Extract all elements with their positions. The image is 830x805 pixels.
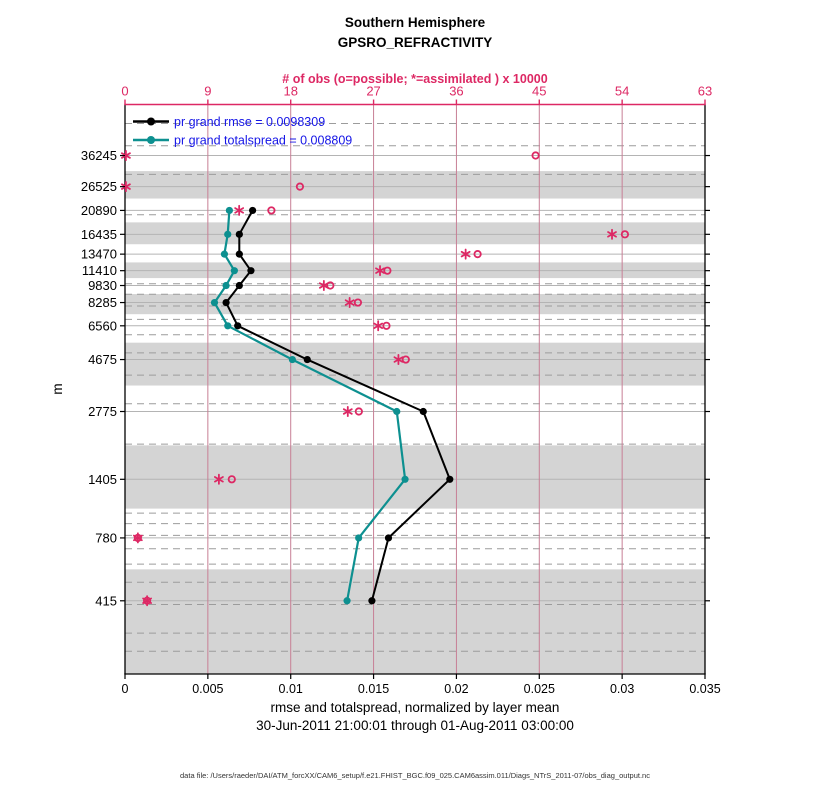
layer-band <box>125 171 705 198</box>
y-level-label: 2775 <box>88 404 117 420</box>
bottom-tick-label: 0.025 <box>523 682 555 696</box>
pr-grand-rmse-point <box>385 534 392 541</box>
pr-grand-rmse-point <box>249 207 256 214</box>
data-file-path: data file: /Users/raeder/DAI/ATM_forcXX/CAM6_setup/f.e21.FHIST_BGC.f09_025.CAM6assim.011/Diags_NTrS_2011-07/obs_diag_output.nc <box>180 771 650 780</box>
top-tick-label: 63 <box>697 83 713 99</box>
pr-grand-rmse-point <box>304 356 311 363</box>
y-level-label: 36245 <box>80 148 117 164</box>
bottom-tick-label: 0.02 <box>444 682 469 696</box>
bottom-tick-label: 0.03 <box>609 682 635 696</box>
layer-band <box>125 445 705 508</box>
pr-grand-rmse-point <box>446 476 453 483</box>
layer-band <box>125 222 705 244</box>
y-level-label: 6560 <box>88 318 117 334</box>
pr-grand-rmse-point <box>236 282 243 289</box>
bottom-axis-label: rmse and totalspread, normalized by layer mean <box>270 700 560 715</box>
legend-label: pr grand rmse = 0.0098309 <box>174 115 326 129</box>
bottom-tick-label: 0.035 <box>689 682 721 696</box>
y-level-label: 8285 <box>88 295 117 311</box>
y-level-label: 4675 <box>88 352 117 368</box>
top-tick-label: 27 <box>366 83 381 99</box>
y-level-label: 415 <box>95 593 117 609</box>
chart-title-line2: GPSRO_REFRACTIVITY <box>337 35 493 50</box>
top-tick-label: 36 <box>449 83 464 99</box>
pr-grand-totalspread-point <box>343 597 350 604</box>
pr-grand-rmse-point <box>236 231 243 238</box>
pr-grand-totalspread-point <box>231 267 238 274</box>
legend-marker-sample <box>147 118 155 126</box>
top-tick-label: 0 <box>121 83 129 99</box>
y-level-label: 13470 <box>80 246 117 262</box>
top-tick-label: 45 <box>532 83 547 99</box>
pr-grand-rmse-point <box>234 322 241 329</box>
legend-label: pr grand totalspread = 0.008809 <box>174 133 353 148</box>
top-tick-label: 18 <box>283 83 298 99</box>
pr-grand-totalspread-point <box>224 231 231 238</box>
layer-band <box>125 343 705 386</box>
pr-grand-rmse-point <box>222 299 229 306</box>
y-level-label: 9830 <box>88 278 117 294</box>
bottom-tick-label: 0.015 <box>357 682 390 696</box>
pr-grand-rmse-point <box>420 408 427 415</box>
pr-grand-totalspread-point <box>289 356 296 363</box>
pr-grand-totalspread-point <box>221 251 228 258</box>
pr-grand-rmse-point <box>368 597 375 604</box>
pr-grand-totalspread-point <box>401 476 408 483</box>
pr-grand-totalspread-point <box>355 534 362 541</box>
bottom-tick-label: 0.005 <box>192 682 224 696</box>
pr-grand-rmse-point <box>247 267 254 274</box>
legend-marker-sample <box>147 136 155 144</box>
top-tick-label: 54 <box>614 83 630 99</box>
y-level-label: 26525 <box>80 179 117 195</box>
top-tick-label: 9 <box>204 83 212 99</box>
bottom-tick-label: 0 <box>121 682 129 696</box>
bottom-tick-label: 0.01 <box>278 682 303 696</box>
pr-grand-totalspread-point <box>226 207 233 214</box>
y-axis-label: m <box>50 383 65 395</box>
y-level-label: 20890 <box>80 202 117 218</box>
pr-grand-totalspread-point <box>211 299 218 306</box>
chart-title-line1: Southern Hemisphere <box>344 15 486 30</box>
y-level-label: 1405 <box>88 471 117 487</box>
pr-grand-totalspread-point <box>224 322 231 329</box>
top-axis-label: # of obs (o=possible; *=assimilated ) x 10000 <box>282 72 548 86</box>
y-level-label: 780 <box>95 530 117 546</box>
pr-grand-totalspread-point <box>393 408 400 415</box>
pr-grand-rmse-point <box>236 251 243 258</box>
bottom-axis-date-range: 30-Jun-2011 21:00:01 through 01-Aug-2011 03:00:00 <box>256 718 574 733</box>
y-level-label: 11410 <box>81 263 117 279</box>
y-level-label: 16435 <box>80 226 117 242</box>
pr-grand-totalspread-point <box>222 282 229 289</box>
layer-band <box>125 569 705 674</box>
